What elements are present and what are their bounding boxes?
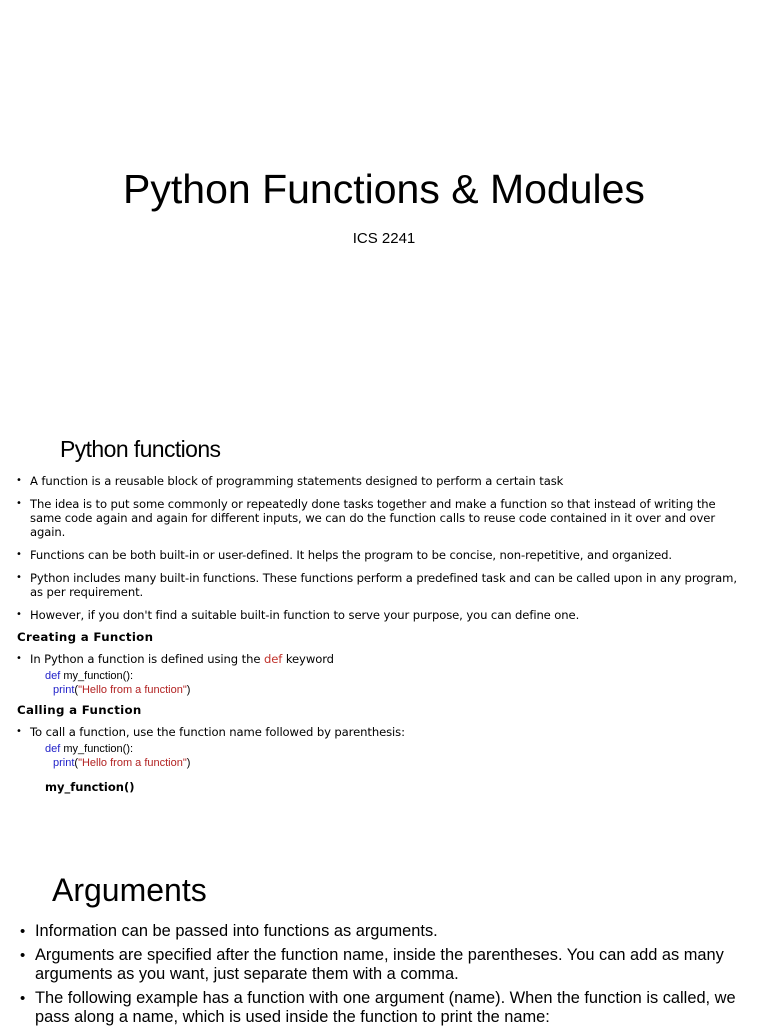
title-slide bbox=[0, 0, 768, 400]
list-item: • The following example has a function with one argument (name). When the function is called, we pass along a name, which is used inside the function to print the name: bbox=[20, 989, 740, 1027]
code-line bbox=[45, 742, 746, 756]
keyword-def: def bbox=[263, 652, 283, 666]
section-heading-calling: Calling a Function bbox=[17, 703, 142, 717]
code-line bbox=[45, 756, 746, 770]
code-text: ( bbox=[74, 684, 79, 696]
code-keyword: print bbox=[53, 684, 75, 696]
code-text: my_function(): bbox=[60, 670, 134, 682]
list-item: • Arguments are specified after the function name, inside the parentheses. You can add as many arguments as you want, just separate them with a comma. bbox=[20, 946, 740, 984]
list-item: • A function is a reusable block of programming statements designed to perform a certain task bbox=[16, 474, 746, 488]
bullet-list bbox=[20, 922, 740, 1027]
bullet-text: In Python a function is defined using the bbox=[30, 652, 264, 666]
bullet-list bbox=[16, 652, 746, 666]
code-text: ) bbox=[186, 757, 191, 769]
code-line bbox=[45, 669, 746, 683]
functions-slide bbox=[0, 400, 768, 848]
presentation-title: Python Functions & Modules bbox=[123, 166, 645, 212]
presentation-subtitle: ICS 2241 bbox=[352, 230, 416, 247]
bullet-list bbox=[16, 725, 746, 739]
list-item: • Python includes many built-in functions. These functions perform a predefined task and can be called upon in any program, as per requirement. bbox=[16, 571, 746, 599]
code-string: "Hello from a function" bbox=[78, 684, 187, 696]
list-item: • To call a function, use the function name followed by parenthesis: bbox=[16, 725, 746, 739]
slide-title: Python functions bbox=[60, 436, 221, 462]
code-text: my_function(): bbox=[60, 743, 134, 755]
list-item bbox=[16, 652, 746, 666]
code-keyword: def bbox=[45, 743, 61, 755]
list-item: • Information can be passed into functions as arguments. bbox=[20, 922, 740, 941]
code-text: ( bbox=[74, 757, 79, 769]
list-item: • However, if you don't find a suitable built-in function to serve your purpose, you can define one. bbox=[16, 608, 746, 622]
slide-title: Arguments bbox=[52, 872, 207, 908]
list-item: • Functions can be both built-in or user-defined. It helps the program to be concise, non-repetitive, and organized. bbox=[16, 548, 746, 562]
bullet-text: keyword bbox=[282, 652, 334, 666]
bullet-list bbox=[16, 474, 746, 622]
code-block bbox=[45, 669, 746, 697]
code-keyword: def bbox=[45, 670, 61, 682]
code-line bbox=[45, 683, 746, 697]
list-item: • The idea is to put some commonly or repeatedly done tasks together and make a function so that instead of writing the same code again and again for different inputs, we can do the function calls to reuse code contained in it over and over again. bbox=[16, 497, 746, 539]
code-keyword: print bbox=[53, 757, 75, 769]
code-string: "Hello from a function" bbox=[78, 757, 187, 769]
section-heading-creating: Creating a Function bbox=[17, 630, 154, 644]
slide-body bbox=[16, 474, 746, 794]
function-call: my_function() bbox=[45, 780, 135, 794]
arguments-slide bbox=[0, 848, 768, 1024]
code-block bbox=[45, 742, 746, 770]
code-text: ) bbox=[186, 684, 191, 696]
slide-body bbox=[20, 922, 740, 1032]
